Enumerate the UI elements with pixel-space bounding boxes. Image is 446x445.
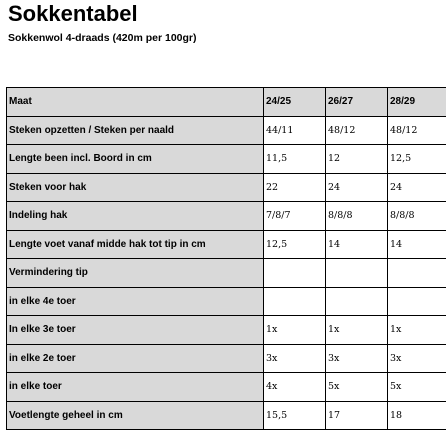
row-label-cell: Lengte voet vanaf midde hak tot tip in cm (7, 230, 264, 259)
value-cell: 44/11 (264, 116, 326, 145)
value-cell: 3x (264, 344, 326, 373)
value-cell: 7/8/7 (264, 202, 326, 231)
value-cell: 48/12 (326, 116, 388, 145)
table-row (7, 373, 446, 402)
header-label-cell: Maat (7, 88, 264, 117)
row-label-cell: Steken voor hak (7, 173, 264, 202)
table-row (7, 287, 446, 316)
value-cell: 14 (326, 230, 388, 259)
value-cell: 24 (388, 173, 446, 202)
value-cell: 5x (388, 373, 446, 402)
value-cell: 4x (264, 373, 326, 402)
value-cell: 1x (326, 316, 388, 345)
value-cell: 5x (326, 373, 388, 402)
value-cell: 12 (326, 145, 388, 174)
value-cell: 8/8/8 (326, 202, 388, 231)
row-label-cell: In elke 3e toer (7, 316, 264, 345)
table-row (7, 230, 446, 259)
value-cell: 18 (388, 401, 446, 430)
table-header-row (7, 88, 446, 117)
value-cell: 1x (264, 316, 326, 345)
value-cell (388, 259, 446, 288)
row-label-cell: Indeling hak (7, 202, 264, 231)
value-cell: 14 (388, 230, 446, 259)
value-cell: 3x (388, 344, 446, 373)
page-title: Sokkentabel (8, 1, 138, 26)
value-cell: 3x (326, 344, 388, 373)
row-label-cell: in elke 2e toer (7, 344, 264, 373)
row-label-cell: Steken opzetten / Steken per naald (7, 116, 264, 145)
value-cell (388, 287, 446, 316)
value-cell (326, 287, 388, 316)
value-cell (264, 287, 326, 316)
row-label-cell: Lengte been incl. Boord in cm (7, 145, 264, 174)
value-cell: 24 (326, 173, 388, 202)
row-label-cell: in elke toer (7, 373, 264, 402)
header-size-cell: 28/29 (388, 88, 446, 117)
value-cell: 15,5 (264, 401, 326, 430)
table-row (7, 145, 446, 174)
value-cell: 12,5 (264, 230, 326, 259)
table-row (7, 259, 446, 288)
row-label-cell: in elke 4e toer (7, 287, 264, 316)
header-size-cell: 24/25 (264, 88, 326, 117)
value-cell: 11,5 (264, 145, 326, 174)
header-size-cell: 26/27 (326, 88, 388, 117)
table-row (7, 173, 446, 202)
value-cell (326, 259, 388, 288)
row-label-cell: Vermindering tip (7, 259, 264, 288)
row-label-cell: Voetlengte geheel in cm (7, 401, 264, 430)
value-cell: 22 (264, 173, 326, 202)
sock-size-table (6, 87, 446, 430)
table-row (7, 401, 446, 430)
table-row (7, 202, 446, 231)
value-cell: 48/12 (388, 116, 446, 145)
value-cell: 17 (326, 401, 388, 430)
value-cell: 1x (388, 316, 446, 345)
table-row (7, 316, 446, 345)
page-subtitle: Sokkenwol 4-draads (420m per 100gr) (8, 32, 197, 44)
value-cell: 12,5 (388, 145, 446, 174)
table-row (7, 116, 446, 145)
value-cell: 8/8/8 (388, 202, 446, 231)
value-cell (264, 259, 326, 288)
table-row (7, 344, 446, 373)
